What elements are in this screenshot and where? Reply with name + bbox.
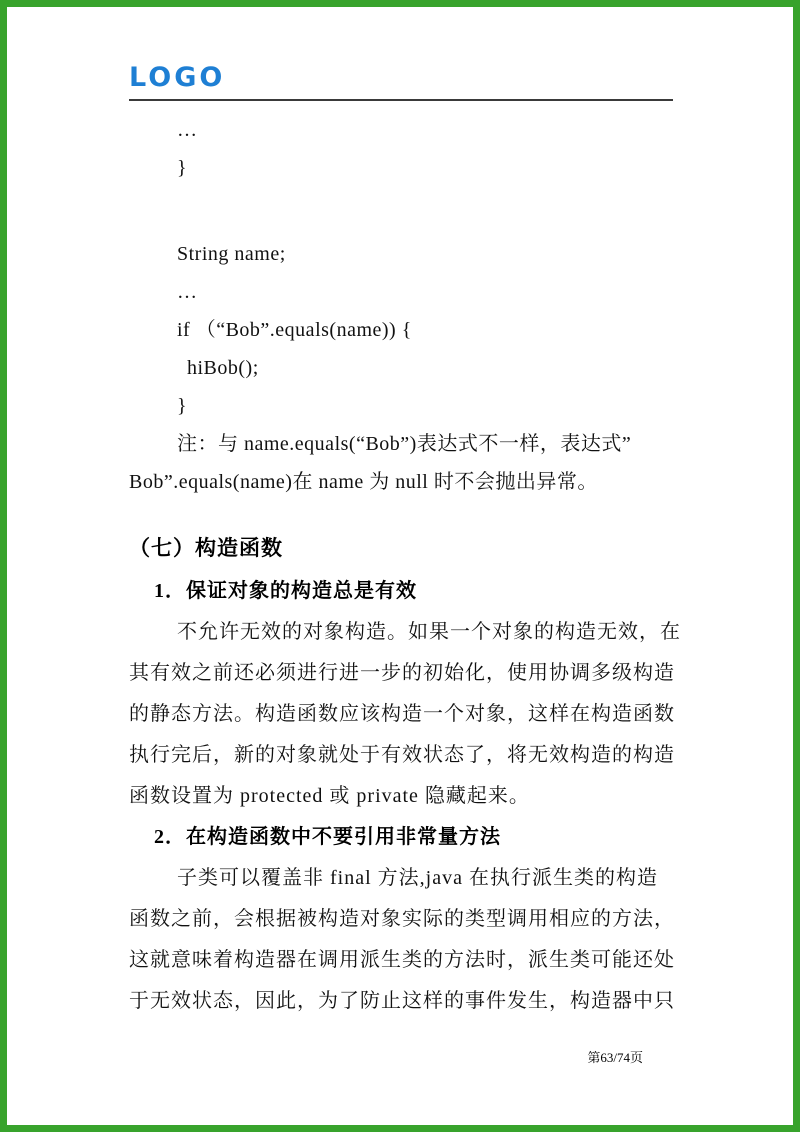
blank-space (129, 187, 673, 235)
blank-space (129, 501, 673, 525)
header-divider (129, 99, 673, 101)
code-line: String name; (177, 243, 286, 265)
code-line: … (177, 281, 198, 303)
logo-text: LOGO (129, 62, 226, 93)
code-line: … (177, 119, 198, 141)
code-line: } (177, 395, 188, 417)
paragraph-line: 函数设置为 protected 或 private 隐藏起来。 (129, 785, 530, 807)
paragraph-1 (129, 612, 681, 817)
page-number: 第63/74页 (587, 1050, 643, 1065)
paragraph-line: 的静态方法。构造函数应该构造一个对象，这样在构造函数 (129, 703, 675, 725)
page-content (7, 7, 793, 1022)
subsection-heading-2: 2．在构造函数中不要引用非常量方法 (154, 826, 501, 848)
code-line: if （“Bob”.equals(name)) { (177, 319, 412, 341)
paragraph-line: 子类可以覆盖非 final 方法,java 在执行派生类的构造 (177, 867, 658, 889)
note-line: Bob”.equals(name)在 name 为 null 时不会抛出异常。 (129, 471, 598, 493)
paragraph-line: 函数之前，会根据被构造对象实际的类型调用相应的方法， (129, 908, 675, 930)
code-block-2 (129, 235, 673, 425)
subsection-heading-1: 1．保证对象的构造总是有效 (154, 580, 417, 602)
paragraph-line: 执行完后，新的对象就处于有效状态了，将无效构造的构造 (129, 744, 675, 766)
section-heading: （七）构造函数 (129, 536, 283, 560)
paragraph-line: 不允许无效的对象构造。如果一个对象的构造无效，在 (177, 621, 681, 643)
code-line: } (177, 157, 188, 179)
page-header (129, 63, 673, 101)
note-paragraph (129, 425, 673, 501)
paragraph-line: 这就意味着构造器在调用派生类的方法时，派生类可能还处 (129, 949, 675, 971)
paragraph-line: 于无效状态，因此，为了防止这样的事件发生，构造器中只 (129, 990, 675, 1012)
paragraph-line: 其有效之前还必须进行进一步的初始化，使用协调多级构造 (129, 662, 675, 684)
code-block-1 (129, 111, 673, 187)
code-line: hiBob(); (187, 357, 259, 379)
paragraph-2 (129, 858, 673, 1022)
note-line: 注：与 name.equals(“Bob”)表达式不一样，表达式” (177, 433, 632, 455)
